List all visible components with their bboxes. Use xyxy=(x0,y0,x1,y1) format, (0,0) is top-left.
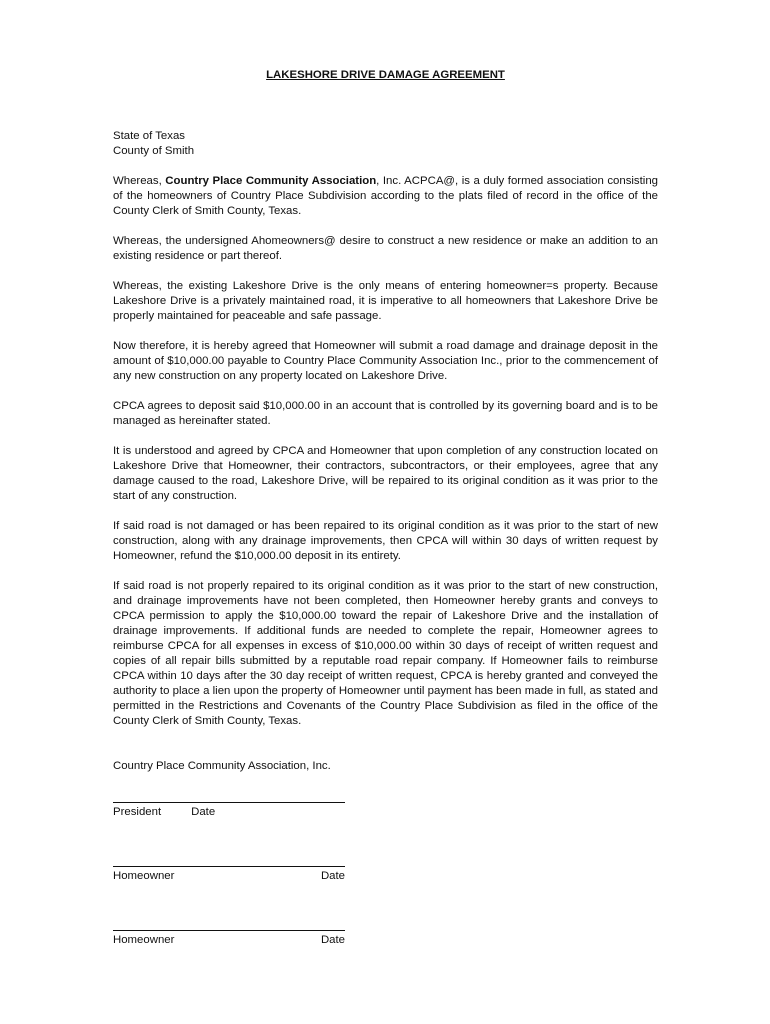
paragraph-not-repaired: If said road is not properly repaired to its original condition as it was prior to the start of new construction, and drainage improvements have not been completed, then Homeowner hereby grants and conveys to CPCA permission to apply the $10,000.00 toward the repair of Lakeshore Drive and the installation of drainage improvements. If additional funds are needed to complete the repair, Homeowner agrees to reimburse CPCA for all expenses in excess of $10,000.00 within 30 days of receipt of written request and copies of all repair bills submitted by a reputable road repair company. If Homeowner fails to reimburse CPCA within 10 days after the 30 day receipt of written request, CPCA is hereby granted and conveyed the authority to place a lien upon the property of Homeowner until payment has been made in full, as stated and permitted in the Restrictions and Covenants of the Country Place Subdivision as filed in the office of the County Clerk of Smith County, Texas. xyxy=(113,580,658,727)
paragraph-whereas-association xyxy=(113,174,658,219)
signature-block-president xyxy=(113,801,345,820)
president-label: President xyxy=(113,806,162,818)
paragraph-cpca-deposit: CPCA agrees to deposit said $10,000.00 in an account that is controlled by its governing board and is to be managed as hereinafter stated. xyxy=(113,400,658,427)
state-line: State of Texas xyxy=(113,130,185,142)
signature-org-name: Country Place Community Association, Inc. xyxy=(113,760,331,772)
jurisdiction-block xyxy=(113,129,658,159)
signature-block-homeowner-1 xyxy=(113,865,345,884)
document-title: LAKESHORE DRIVE DAMAGE AGREEMENT xyxy=(266,69,505,81)
p1-post: , Inc. ACPCA@, is a duly formed association consisting of the homeowners of Country Place Subdivision according to the plats filed of record in the office of the County Clerk of Smith County, Texas. xyxy=(113,175,658,217)
county-line: County of Smith xyxy=(113,145,195,157)
signature-line xyxy=(113,865,345,867)
p1-pre: Whereas, xyxy=(113,175,166,187)
association-name: Country Place Community Association xyxy=(165,175,377,187)
homeowner-label: Homeowner xyxy=(113,870,175,882)
paragraph-refund: If said road is not damaged or has been repaired to its original condition as it was prior to the start of new construction, along with any drainage improvements, then CPCA will within 30 days of written request by Homeowner, refund the $10,000.00 deposit in its entirety. xyxy=(113,520,658,562)
signature-line xyxy=(113,801,345,803)
signature-block-homeowner-2 xyxy=(113,929,345,948)
paragraph-understood: It is understood and agreed by CPCA and Homeowner that upon completion of any construction located on Lakeshore Drive that Homeowner, their contractors, subcontractors, or their employees, agree that any damage caused to the road, Lakeshore Drive, will be repaired to its original condition as it was prior to the start of any construction. xyxy=(113,445,658,502)
paragraph-now-therefore: Now therefore, it is hereby agreed that Homeowner will submit a road damage and drainage deposit in the amount of $10,000.00 payable to Country Place Community Association Inc., prior to the commencement of any new construction on any property located on Lakeshore Drive. xyxy=(113,340,658,382)
date-label: Date xyxy=(191,806,216,818)
date-label: Date xyxy=(320,870,345,882)
paragraph-whereas-lakeshore: Whereas, the existing Lakeshore Drive is the only means of entering homeowner=s property. Because Lakeshore Drive is a privately maintained road, it is imperative to all homeowners that Lakeshore Drive be properly maintained for peaceable and safe passage. xyxy=(113,280,658,322)
signature-line xyxy=(113,929,345,931)
date-label: Date xyxy=(320,934,345,946)
homeowner-label: Homeowner xyxy=(113,934,175,946)
paragraph-whereas-homeowners: Whereas, the undersigned Ahomeowners@ desire to construct a new residence or make an addition to an existing residence or part thereof. xyxy=(113,235,658,262)
